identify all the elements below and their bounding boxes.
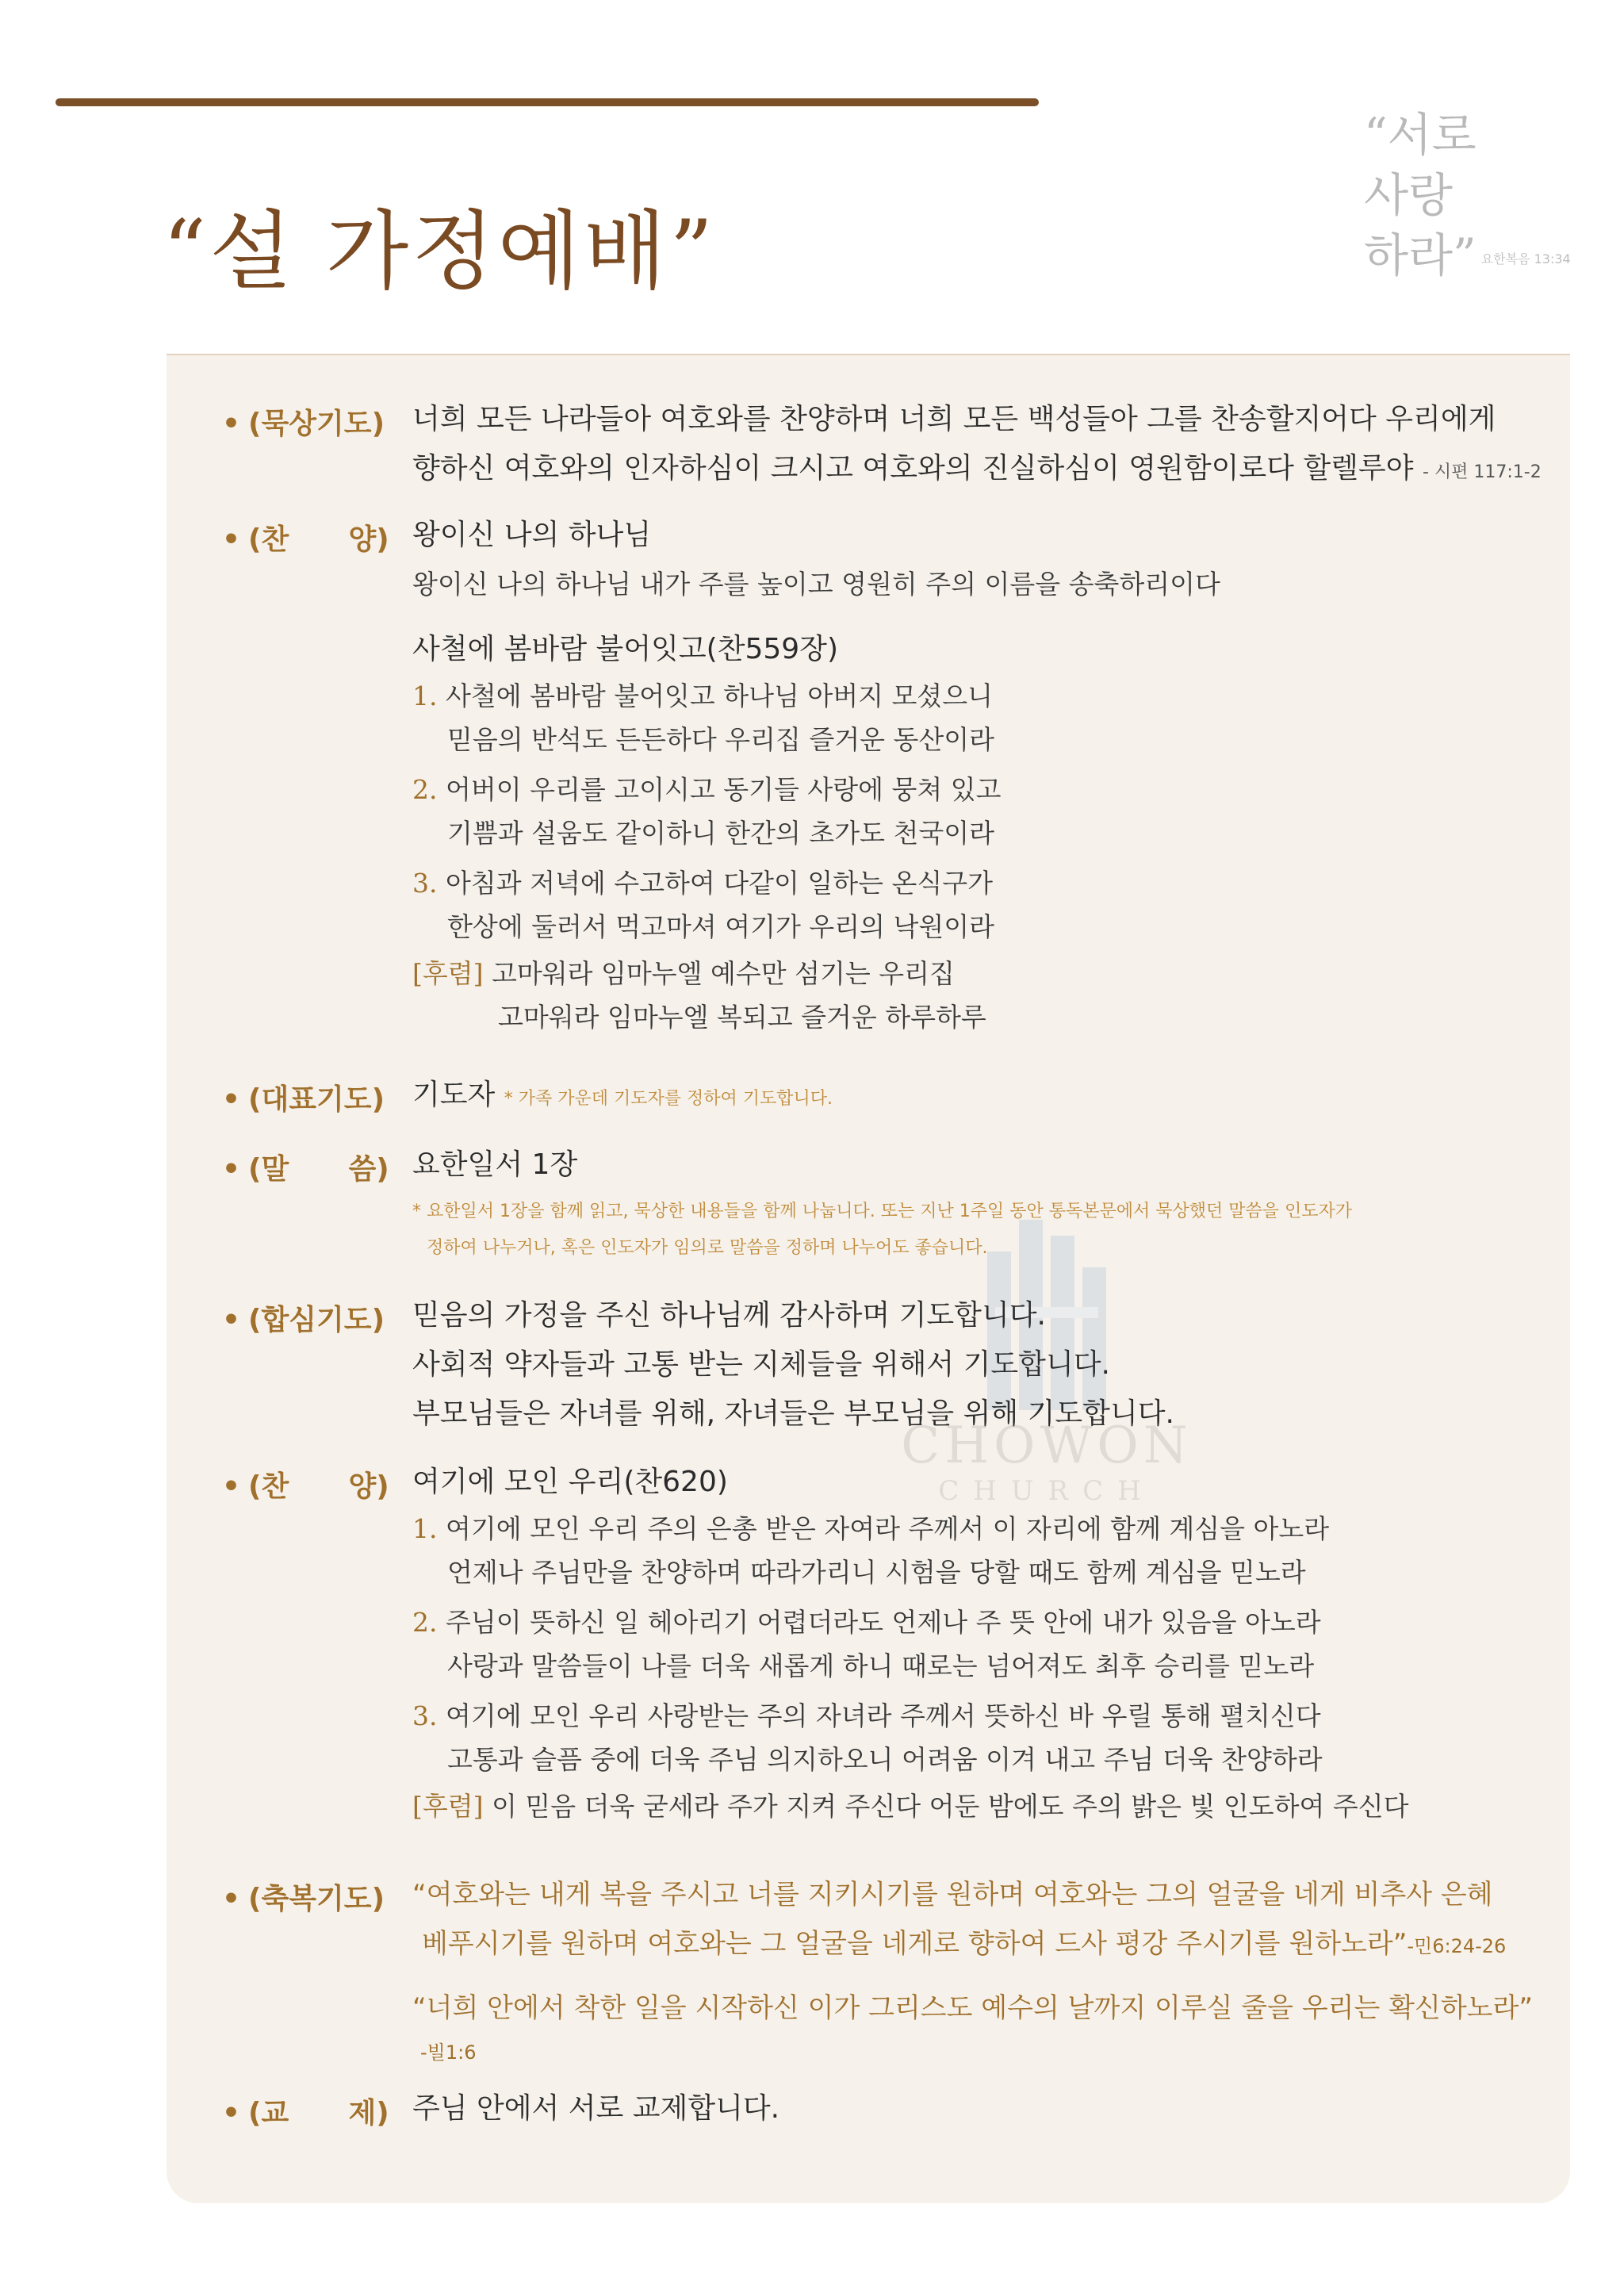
section-content: [412, 395, 1542, 497]
song-2-lyrics: [412, 674, 1220, 1039]
verse-number: 1.: [412, 680, 438, 711]
verse-line: 기쁨과 설움도 같이하니 한간의 초가도 천국이라: [447, 818, 995, 849]
section-label: • (축복기도): [222, 1883, 385, 1915]
top-divider-bar: [56, 98, 1039, 106]
prayer-leader: 기도자: [412, 1079, 496, 1111]
verse-text: 사철에 봄바람 불어잇고 하나님 아버지 모셨으니: [446, 680, 994, 711]
verse-number: 1.: [412, 1513, 438, 1544]
verse-text: 주님이 뜻하신 일 헤아리기 어렵더라도 언제나 주 뜻 안에 내가 있음을 아노라: [446, 1607, 1321, 1638]
song-1-title: 왕이신 나의 하나님: [412, 519, 652, 551]
motto-line-3-text: 하라”: [1364, 228, 1477, 282]
blessing-line-2: [412, 1919, 1533, 1971]
verse-line: 믿음의 반석도 든든하다 우리집 즐거운 동산이라: [447, 724, 995, 755]
verse-line: 언제나 주님만을 찬양하며 따라가리니 시험을 당할 때도 함께 계심을 믿노라: [447, 1557, 1306, 1588]
section-label-text: (교 제): [248, 2097, 389, 2129]
section-label-text: (묵상기도): [248, 408, 385, 440]
verse-number: 3.: [412, 1700, 438, 1731]
unison-line-1: 믿음의 가정을 주신 하나님께 감사하며 기도합니다.: [412, 1299, 1046, 1332]
verse-line: [412, 1507, 1408, 1550]
section-label-text: (축복기도): [248, 1883, 385, 1915]
verse-number: 3.: [412, 868, 438, 899]
section-label: • (합심기도): [222, 1304, 385, 1336]
section-label: • (묵상기도): [222, 408, 385, 440]
section-content: [412, 1870, 1533, 2072]
section-label-text: (찬 양): [248, 1470, 389, 1503]
section-label: • (찬 양): [222, 523, 389, 556]
chorus-line: 고마워라 임마누엘 복되고 즐거운 하루하루: [498, 1002, 986, 1033]
verse-number: 2.: [412, 1607, 438, 1638]
section-content: [412, 1291, 1174, 1439]
verse-line: 한상에 둘러서 먹고마셔 여기가 우리의 낙원이라: [447, 911, 995, 942]
blessing-line-2-text: 베푸시기를 원하며 여호와는 그 얼굴을 네게로 향하여 드사 평강 주시기를 원하노라”: [422, 1928, 1408, 1960]
motto-line-1: “서로: [1364, 108, 1477, 162]
verse-line: [412, 861, 1220, 905]
song-1-lyrics: 왕이신 나의 하나님 내가 주를 높이고 영원히 주의 이름을 송축하리이다: [412, 569, 1220, 600]
section-content: [412, 2084, 779, 2133]
meditation-reference: - 시편 117:1-2: [1422, 462, 1542, 482]
blessing-reference-2: -빌1:6: [420, 2041, 477, 2064]
word-note-2: 정하여 나누거나, 혹은 인도자가 임의로 말씀을 정하며 나누어도 좋습니다.: [427, 1238, 988, 1258]
verse-line: [412, 1600, 1408, 1644]
section-content: [412, 1458, 1408, 1828]
verse-text: 여기에 모인 우리 사랑받는 주의 자녀라 주께서 뜻하신 바 우릴 통해 펼치신다: [446, 1700, 1321, 1731]
verse-number: 2.: [412, 774, 438, 805]
chorus-line: [412, 952, 1220, 995]
unison-line-2: 사회적 약자들과 고통 받는 지체들을 위해서 기도합니다.: [412, 1348, 1110, 1381]
section-label: • (교 제): [222, 2097, 389, 2129]
verse-line: [412, 1694, 1408, 1738]
verse-line: 사랑과 말씀들이 나를 더욱 새롭게 하니 때로는 넘어져도 최후 승리를 믿노라: [447, 1650, 1315, 1681]
section-content: [412, 1071, 833, 1124]
chorus-label: [후렴]: [412, 1791, 484, 1822]
motto-line-3: [1364, 225, 1571, 289]
section-label-text: (찬 양): [248, 523, 389, 556]
blessing-line-1: “여호와는 내게 복을 주시고 너를 지키시기를 원하며 여호와는 그의 얼굴을 네게 비추사 은혜: [412, 1879, 1493, 1911]
verse-line: [412, 674, 1220, 718]
motto-quote: [1364, 105, 1571, 289]
motto-line-2: 사랑: [1364, 168, 1454, 222]
section-label-text: (대표기도): [248, 1083, 385, 1116]
fellowship-text: 주님 안에서 서로 교제합니다.: [412, 2092, 780, 2125]
meditation-line-2: [412, 444, 1542, 497]
meditation-line-2-text: 향하신 여호와의 인자하심이 크시고 여호와의 진실하심이 영원함이로다 할렐루야: [412, 452, 1414, 485]
page-title: “설 가정예배”: [163, 202, 717, 301]
chorus-label: [후렴]: [412, 958, 484, 989]
watermark-line-2: CHURCH: [938, 1475, 1155, 1507]
blessing-reference-1: -민6:24-26: [1407, 1935, 1507, 1957]
verse-text: 아침과 저녁에 수고하여 다같이 일하는 온식구가: [446, 868, 994, 899]
blessing-line-3: “너희 안에서 착한 일을 시작하신 이가 그리스도 예수의 날까지 이루실 줄을 우리는 확신하노라”: [412, 1992, 1533, 2024]
verse-text: 여기에 모인 우리 주의 은총 받은 자여라 주께서 이 자리에 함께 계심을 아노라: [446, 1513, 1330, 1544]
unison-line-3: 부모님들은 자녀를 위해, 자녀들은 부모님을 위해 기도합니다.: [412, 1397, 1174, 1430]
word-note-1: * 요한일서 1장을 함께 읽고, 묵상한 내용들을 함께 나눕니다. 또는 지난 1주일 동안 통독본문에서 묵상했던 말씀을 인도자가: [412, 1202, 1352, 1221]
section-label-text: (합심기도): [248, 1304, 385, 1336]
watermark-line-1: CHOWON: [901, 1416, 1193, 1475]
section-content: [412, 511, 1220, 1039]
scripture-passage: 요한일서 1장: [412, 1148, 578, 1181]
verse-text: 어버이 우리를 고이시고 동기들 사랑에 뭉쳐 있고: [446, 774, 1002, 805]
prayer-note: * 가족 가운데 기도자를 정하여 기도합니다.: [504, 1089, 833, 1109]
song-lyrics: [412, 1507, 1408, 1828]
verse-line: [412, 768, 1220, 811]
section-label: • (찬 양): [222, 1470, 389, 1503]
section-label: • (대표기도): [222, 1083, 385, 1116]
section-label: • (말 씀): [222, 1153, 389, 1186]
chorus-text: 이 믿음 더욱 굳세라 주가 지켜 주신다 어둔 밤에도 주의 밝은 빛 인도하여 주신다: [492, 1791, 1409, 1822]
motto-reference: 요한복음 13:34: [1480, 251, 1571, 266]
song-title: 여기에 모인 우리(찬620): [412, 1466, 728, 1498]
meditation-line-1: 너희 모든 나라들아 여호와를 찬양하며 너희 모든 백성들아 그를 찬송할지어다 우리에게: [412, 403, 1496, 435]
song-2-title: 사철에 봄바람 불어잇고(찬559장): [412, 633, 839, 665]
chorus-text: 고마워라 임마누엘 예수만 섬기는 우리집: [492, 958, 955, 989]
chorus-line: [412, 1784, 1408, 1828]
verse-line: 고통과 슬픔 중에 더욱 주님 의지하오니 어려움 이겨 내고 주님 더욱 찬양하라: [447, 1744, 1323, 1775]
section-label-text: (말 씀): [248, 1153, 389, 1186]
worship-order-panel: [167, 354, 1570, 2203]
section-content: [412, 1140, 1352, 1266]
